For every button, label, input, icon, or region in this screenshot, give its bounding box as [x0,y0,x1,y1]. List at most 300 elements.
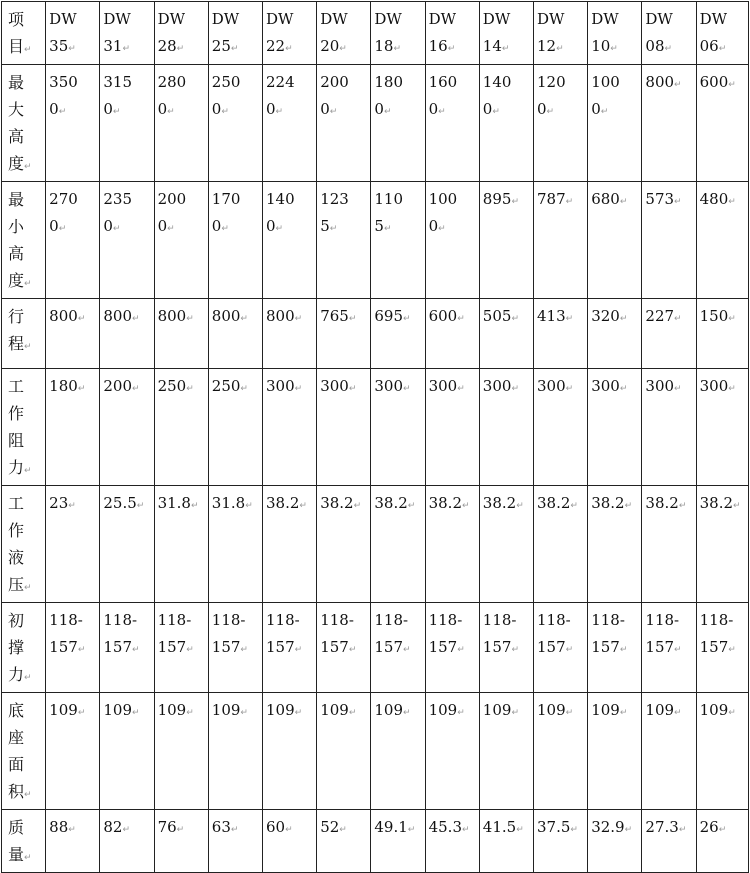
value-cell [696,369,748,486]
value-cell [371,2,425,65]
value-cell [534,299,588,369]
cell-text: 200 [320,73,349,91]
cell-text: 31.8 [211,494,246,512]
cell-text: 573 [645,190,675,208]
cell-text: 109 [537,701,566,719]
paragraph-mark-icon: ↵ [240,645,248,655]
cell-text: 250 [211,73,241,91]
cell-text: 118- [374,611,409,629]
table-row [2,2,749,65]
value-cell [534,2,588,65]
cell-text: 157 [157,638,187,656]
cell-text: 895 [482,190,512,208]
cell-text: 800 [103,307,133,325]
value-cell [479,693,533,810]
paragraph-mark-icon: ↵ [221,107,229,117]
row-label-char: 高 [8,244,25,263]
row-label-char: 积 [8,782,25,801]
value-cell [479,299,533,369]
value-cell [371,603,425,693]
paragraph-mark-icon: ↵ [294,314,303,324]
cell-text: 22 [265,37,286,55]
cell-text: 505 [482,307,512,325]
row-label-cell [2,65,46,182]
cell-text: 26 [699,818,719,836]
paragraph-mark-icon: ↵ [348,645,357,655]
row-label-char: 初 [8,611,25,630]
cell-text: 0 [103,100,113,118]
paragraph-mark-icon: ↵ [230,825,239,835]
cell-text: 300 [591,377,620,395]
paragraph-mark-icon: ↵ [24,583,32,593]
value-cell [696,182,748,299]
specs-table [1,1,749,873]
value-cell [317,693,371,810]
value-cell [208,299,262,369]
value-cell [588,2,642,65]
value-cell [696,65,748,182]
cell-text: 38.2 [320,494,354,512]
cell-text: 157 [103,638,133,656]
cell-text: 140 [265,190,295,208]
cell-text: 118- [103,611,138,629]
cell-text: 37.5 [537,818,571,836]
paragraph-mark-icon: ↵ [674,197,682,207]
cell-text: 157 [49,638,78,656]
paragraph-mark-icon: ↵ [294,708,303,718]
paragraph-mark-icon: ↵ [240,708,248,718]
cell-text: 227 [645,307,675,325]
value-cell [696,603,748,693]
paragraph-mark-icon: ↵ [190,501,199,511]
paragraph-mark-icon: ↵ [438,107,446,117]
specs-table-body [2,2,749,873]
cell-text: 300 [374,377,404,395]
cell-text: 45.3 [428,818,462,836]
paragraph-mark-icon: ↵ [58,224,67,234]
cell-text: 49.1 [374,818,408,836]
value-cell [46,486,100,603]
cell-text: 157 [265,638,295,656]
cell-text: 109 [211,701,241,719]
paragraph-mark-icon: ↵ [136,501,145,511]
row-label-char: 质 [8,818,25,837]
cell-text: 0 [428,100,439,118]
cell-text: 60 [265,818,286,836]
cell-text: 157 [537,638,566,656]
cell-text: 38.2 [374,494,408,512]
cell-text: 123 [320,190,349,208]
value-cell [208,369,262,486]
value-cell [100,182,154,299]
paragraph-mark-icon: ↵ [68,44,76,54]
value-cell [696,486,748,603]
value-cell [371,299,425,369]
row-label-cell [2,486,46,603]
value-cell [371,65,425,182]
cell-text: DW [428,10,457,28]
cell-text: 157 [211,638,241,656]
paragraph-mark-icon: ↵ [565,645,574,655]
cell-text: 38.2 [265,494,300,512]
cell-text: 157 [699,638,729,656]
row-label-char: 面 [8,755,25,774]
cell-text: DW [49,10,77,28]
paragraph-mark-icon: ↵ [733,501,741,511]
value-cell [154,2,208,65]
paragraph-mark-icon: ↵ [511,314,519,324]
cell-text: 0 [265,217,276,235]
cell-text: 5 [374,217,384,235]
cell-text: 12 [537,37,557,55]
cell-text: DW [482,10,511,28]
value-cell [208,486,262,603]
cell-text: 320 [591,307,620,325]
row-label-char: 度 [8,154,25,173]
paragraph-mark-icon: ↵ [383,224,392,234]
table-row [2,603,749,693]
value-cell [46,603,100,693]
cell-text: 600 [699,73,729,91]
paragraph-mark-icon: ↵ [230,44,239,54]
paragraph-mark-icon: ↵ [447,44,456,54]
paragraph-mark-icon: ↵ [176,44,185,54]
value-cell [588,693,642,810]
cell-text: 480 [699,190,729,208]
value-cell [46,299,100,369]
cell-text: 31 [103,37,123,55]
value-cell [154,486,208,603]
cell-text: DW [374,10,402,28]
cell-text: DW [103,10,131,28]
value-cell [100,65,154,182]
paragraph-mark-icon: ↵ [245,501,253,511]
paragraph-mark-icon: ↵ [565,197,574,207]
cell-text: 300 [428,377,458,395]
value-cell [642,182,696,299]
value-cell [425,603,479,693]
cell-text: 38.2 [428,494,462,512]
cell-text: 800 [211,307,241,325]
paragraph-mark-icon: ↵ [619,314,628,324]
cell-text: 109 [320,701,349,719]
paragraph-mark-icon: ↵ [339,825,347,835]
cell-text: 0 [537,100,547,118]
cell-text: 109 [699,701,729,719]
row-label-char: 工 [8,494,25,513]
paragraph-mark-icon: ↵ [24,853,32,863]
value-cell [479,65,533,182]
value-cell [262,65,316,182]
value-cell [479,369,533,486]
value-cell [262,693,316,810]
value-cell [208,2,262,65]
paragraph-mark-icon: ↵ [132,314,140,324]
row-label-char: 压 [8,575,25,594]
cell-text: 10 [591,37,611,55]
cell-text: 25.5 [103,494,137,512]
paragraph-mark-icon: ↵ [516,501,524,511]
paragraph-mark-icon: ↵ [58,107,67,117]
value-cell [317,299,371,369]
value-cell [425,182,479,299]
cell-text: 235 [103,190,133,208]
paragraph-mark-icon: ↵ [674,384,682,394]
row-label-char: 撑 [8,638,25,657]
value-cell [262,486,316,603]
paragraph-mark-icon: ↵ [77,708,86,718]
value-cell [425,2,479,65]
paragraph-mark-icon: ↵ [294,384,303,394]
paragraph-mark-icon: ↵ [619,197,628,207]
cell-text: 765 [320,307,349,325]
value-cell [425,369,479,486]
cell-text: 270 [49,190,78,208]
value-cell [588,603,642,693]
cell-text: 300 [482,377,512,395]
paragraph-mark-icon: ↵ [329,107,338,117]
paragraph-mark-icon: ↵ [565,708,574,718]
row-label-char: 量 [8,845,25,864]
cell-text: 109 [428,701,458,719]
cell-text: 118- [265,611,300,629]
cell-text: 14 [482,37,502,55]
value-cell [208,693,262,810]
value-cell [100,2,154,65]
value-cell [317,486,371,603]
cell-text: 38.2 [482,494,517,512]
paragraph-mark-icon: ↵ [24,162,32,172]
cell-text: DW [320,10,348,28]
paragraph-mark-icon: ↵ [457,645,465,655]
paragraph-mark-icon: ↵ [600,107,609,117]
cell-text: 0 [211,100,222,118]
value-cell [696,693,748,810]
paragraph-mark-icon: ↵ [403,384,411,394]
paragraph-mark-icon: ↵ [728,80,736,90]
value-cell [100,369,154,486]
cell-text: 109 [103,701,133,719]
paragraph-mark-icon: ↵ [24,673,32,683]
value-cell [534,182,588,299]
value-cell [46,693,100,810]
value-cell [534,486,588,603]
cell-text: 118- [482,611,517,629]
row-label-char: 座 [8,728,25,747]
paragraph-mark-icon: ↵ [24,466,32,476]
value-cell [371,369,425,486]
paragraph-mark-icon: ↵ [619,645,628,655]
cell-text: 180 [49,377,78,395]
value-cell [317,65,371,182]
cell-text: DW [699,10,728,28]
cell-text: 695 [374,307,404,325]
paragraph-mark-icon: ↵ [674,80,682,90]
cell-text: 76 [157,818,177,836]
cell-text: 200 [103,377,133,395]
row-label-char: 作 [8,404,25,423]
paragraph-mark-icon: ↵ [186,314,194,324]
paragraph-mark-icon: ↵ [511,708,519,718]
cell-text: 28 [157,37,177,55]
value-cell [534,369,588,486]
cell-text: 38.2 [645,494,679,512]
value-cell [642,369,696,486]
paragraph-mark-icon: ↵ [77,645,86,655]
value-cell [479,486,533,603]
paragraph-mark-icon: ↵ [556,44,564,54]
cell-text: 20 [320,37,340,55]
row-label-char: 程 [8,334,25,353]
value-cell [262,299,316,369]
value-cell [425,65,479,182]
cell-text: 0 [157,100,168,118]
paragraph-mark-icon: ↵ [457,384,465,394]
value-cell [46,182,100,299]
cell-text: 0 [157,217,168,235]
cell-text: 413 [537,307,566,325]
paragraph-mark-icon: ↵ [348,384,357,394]
value-cell [100,693,154,810]
paragraph-mark-icon: ↵ [383,107,392,117]
paragraph-mark-icon: ↵ [167,107,175,117]
paragraph-mark-icon: ↵ [728,384,736,394]
row-label-char: 度 [8,271,25,290]
row-label-char: 力 [8,458,25,477]
cell-text: 170 [211,190,241,208]
cell-text: 120 [537,73,566,91]
value-cell [154,603,208,693]
table-row [2,182,749,299]
cell-text: DW [537,10,565,28]
cell-text: 23 [49,494,69,512]
paragraph-mark-icon: ↵ [112,224,121,234]
value-cell [479,603,533,693]
cell-text: 0 [374,100,384,118]
cell-text: 118- [157,611,192,629]
cell-text: 0 [591,100,601,118]
cell-text: 109 [49,701,78,719]
row-label-char: 工 [8,377,25,396]
table-row [2,693,749,810]
value-cell [588,65,642,182]
cell-text: 118- [645,611,680,629]
paragraph-mark-icon: ↵ [393,44,402,54]
cell-text: 27.3 [645,818,679,836]
paragraph-mark-icon: ↵ [570,501,578,511]
value-cell [479,182,533,299]
cell-text: 0 [49,100,59,118]
paragraph-mark-icon: ↵ [407,501,416,511]
paragraph-mark-icon: ↵ [438,224,446,234]
cell-text: 157 [591,638,620,656]
cell-text: 140 [482,73,512,91]
cell-text: 800 [645,73,675,91]
paragraph-mark-icon: ↵ [167,224,175,234]
paragraph-mark-icon: ↵ [240,384,248,394]
value-cell [154,369,208,486]
cell-text: 118- [699,611,734,629]
cell-text: 08 [645,37,665,55]
cell-text: 0 [320,100,330,118]
row-label-char: 行 [8,307,25,326]
paragraph-mark-icon: ↵ [77,314,86,324]
paragraph-mark-icon: ↵ [674,708,682,718]
value-cell [425,486,479,603]
value-cell [262,2,316,65]
value-cell [371,693,425,810]
cell-text: 18 [374,37,394,55]
cell-text: DW [211,10,240,28]
value-cell [696,2,748,65]
cell-text: 800 [157,307,187,325]
value-cell [534,65,588,182]
paragraph-mark-icon: ↵ [24,790,32,800]
value-cell [317,603,371,693]
cell-text: 300 [699,377,729,395]
paragraph-mark-icon: ↵ [407,825,416,835]
paragraph-mark-icon: ↵ [122,44,131,54]
cell-text: 109 [645,701,675,719]
row-label-char: 目 [8,37,25,56]
value-cell [696,299,748,369]
paragraph-mark-icon: ↵ [24,279,32,289]
cell-text: 157 [320,638,349,656]
paragraph-mark-icon: ↵ [348,314,357,324]
value-cell [262,182,316,299]
cell-text: 82 [103,818,123,836]
cell-text: 800 [49,307,78,325]
value-cell [208,603,262,693]
cell-text: DW [591,10,619,28]
cell-text: 35 [49,37,69,55]
paragraph-mark-icon: ↵ [285,44,293,54]
paragraph-mark-icon: ↵ [176,825,185,835]
paragraph-mark-icon: ↵ [674,314,682,324]
paragraph-mark-icon: ↵ [610,44,618,54]
row-label-char: 力 [8,665,25,684]
paragraph-mark-icon: ↵ [718,44,727,54]
cell-text: 0 [265,100,276,118]
paragraph-mark-icon: ↵ [501,44,510,54]
table-row [2,486,749,603]
value-cell [262,369,316,486]
value-cell [479,2,533,65]
row-label-char: 底 [8,701,25,720]
paragraph-mark-icon: ↵ [68,825,76,835]
value-cell [642,2,696,65]
paragraph-mark-icon: ↵ [132,384,140,394]
value-cell [100,603,154,693]
row-label-char: 项 [8,10,25,29]
paragraph-mark-icon: ↵ [492,107,500,117]
row-label-char: 最 [8,73,25,92]
cell-text: 16 [428,37,448,55]
cell-text: 118- [428,611,463,629]
value-cell [642,486,696,603]
value-cell [154,182,208,299]
cell-text: 200 [157,190,187,208]
value-cell [100,299,154,369]
paragraph-mark-icon: ↵ [516,825,524,835]
cell-text: 0 [428,217,439,235]
value-cell [46,65,100,182]
paragraph-mark-icon: ↵ [403,708,411,718]
cell-text: 31.8 [157,494,191,512]
paragraph-mark-icon: ↵ [570,825,578,835]
value-cell [208,182,262,299]
cell-text: 118- [49,611,83,629]
